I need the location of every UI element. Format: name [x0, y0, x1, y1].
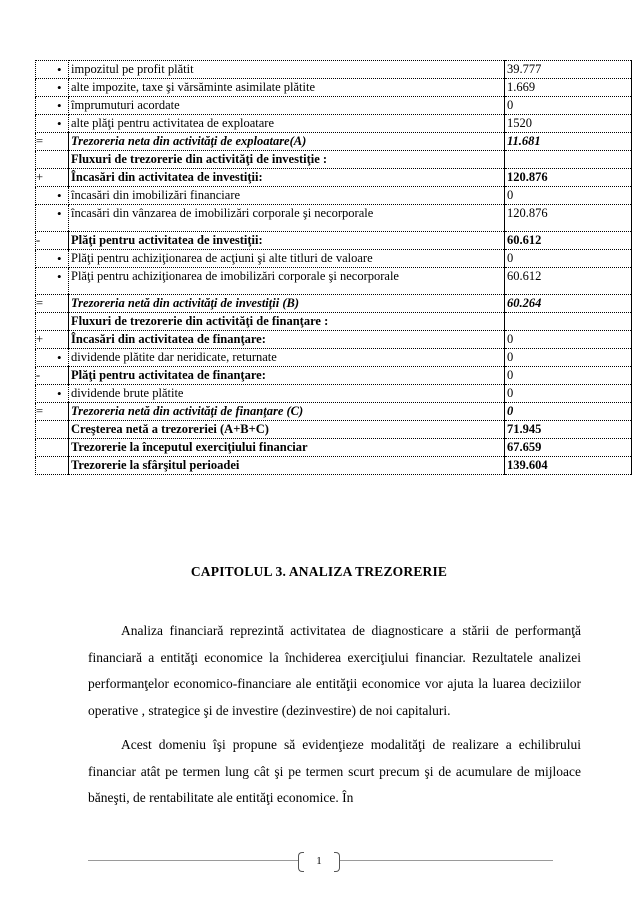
row-sign: - [36, 367, 69, 385]
row-sign [36, 250, 69, 268]
table-row [36, 133, 632, 151]
row-sign [36, 421, 69, 439]
row-label [69, 61, 505, 79]
row-sign [36, 349, 69, 367]
row-sign: + [36, 169, 69, 187]
table-row [36, 79, 632, 97]
row-label-text: • alte impozite, taxe şi vărsăminte asimilate plătite [71, 80, 315, 94]
row-value: 60.612 [505, 232, 632, 250]
table-row [36, 403, 632, 421]
table-row [36, 61, 632, 79]
table-row [36, 439, 632, 457]
row-sign [36, 457, 69, 475]
row-sign: = [36, 295, 69, 313]
table-row [36, 421, 632, 439]
row-sign [36, 268, 69, 295]
row-label [69, 250, 505, 268]
page-number: 1 [316, 855, 322, 867]
row-label: Trezoreria netă din activităţi de finanţare (C) [69, 403, 505, 421]
row-value: 0 [505, 97, 632, 115]
row-sign [36, 187, 69, 205]
row-label-text: • împrumuturi acordate [71, 98, 180, 112]
row-label-text: • Plăţi pentru achiziţionarea de acţiuni şi alte titluri de valoare [71, 251, 373, 265]
row-label [69, 97, 505, 115]
row-value: 0 [505, 250, 632, 268]
table-row [36, 349, 632, 367]
table-row [36, 313, 632, 331]
table-row [36, 331, 632, 349]
row-sign [36, 313, 69, 331]
row-label-text: • alte plăţi pentru activitatea de exploatare [71, 116, 274, 130]
row-sign: = [36, 133, 69, 151]
row-label-text: • încasări din vânzarea de imobilizări corporale şi necorporale [71, 206, 373, 220]
row-label: Fluxuri de trezorerie din activităţi de investiţie : [69, 151, 505, 169]
row-sign [36, 439, 69, 457]
row-label: Creşterea netă a trezoreriei (A+B+C) [69, 421, 505, 439]
table-row [36, 205, 632, 232]
row-label: Încasări din activitatea de investiţii: [69, 169, 505, 187]
row-sign [36, 205, 69, 232]
row-sign: + [36, 331, 69, 349]
row-value: 0 [505, 331, 632, 349]
row-label [69, 187, 505, 205]
table-row [36, 187, 632, 205]
row-label: Trezorerie la începutul exerciţiului financiar [69, 439, 505, 457]
row-value: 67.659 [505, 439, 632, 457]
table-row [36, 385, 632, 403]
row-label: Plăţi pentru activitatea de finanţare: [69, 367, 505, 385]
row-label: Trezoreria neta din activităţi de exploatare(A) [69, 133, 505, 151]
row-label-text: • impozitul pe profit plătit [71, 62, 194, 76]
row-value: 71.945 [505, 421, 632, 439]
row-sign [36, 385, 69, 403]
row-value: 0 [505, 187, 632, 205]
row-sign [36, 97, 69, 115]
body-text [88, 618, 581, 820]
table-row [36, 115, 632, 133]
table-row [36, 295, 632, 313]
row-value: 120.876 [505, 205, 632, 232]
paragraph: Analiza financiară reprezintă activitatea de diagnosticare a stării de performanţă financiară a entităţi economice la închiderea exerciţiului financiar. Rezultatele analizei performanţelor economico-financiare ale entităţii economice vor ajuta la luarea deciziilor operative , strategice şi de investire (dezinvestire) de noi capitaluri. [88, 623, 581, 718]
row-value: 139.604 [505, 457, 632, 475]
table-row [36, 232, 632, 250]
table-row [36, 268, 632, 295]
table-row [36, 97, 632, 115]
row-value: 39.777 [505, 61, 632, 79]
page-number-bracket [298, 852, 340, 870]
row-value [505, 313, 632, 331]
row-sign [36, 151, 69, 169]
row-value: 0 [505, 385, 632, 403]
row-label: Încasări din activitatea de finanţare: [69, 331, 505, 349]
cashflow-table [35, 60, 632, 475]
row-sign: = [36, 403, 69, 421]
row-sign [36, 115, 69, 133]
row-value: 60.264 [505, 295, 632, 313]
row-label-text: • Plăţi pentru achiziţionarea de imobilizări corporale şi necorporale [71, 269, 502, 284]
row-sign [36, 61, 69, 79]
row-value: 11.681 [505, 133, 632, 151]
row-value: 120.876 [505, 169, 632, 187]
table-row [36, 169, 632, 187]
table-row [36, 367, 632, 385]
row-value: 1.669 [505, 79, 632, 97]
row-label-text: • încasări din imobilizări financiare [71, 188, 240, 202]
row-label [69, 349, 505, 367]
row-value [505, 151, 632, 169]
row-label [69, 268, 505, 295]
row-value: 60.612 [505, 268, 632, 295]
row-label [69, 79, 505, 97]
row-sign [36, 79, 69, 97]
table-row [36, 457, 632, 475]
row-label-text: • dividende plătite dar neridicate, returnate [71, 350, 277, 364]
row-label: Trezorerie la sfârşitul perioadei [69, 457, 505, 475]
row-sign: - [36, 232, 69, 250]
row-value: 0 [505, 349, 632, 367]
row-label: Fluxuri de trezorerie din activităţi de finanţare : [69, 313, 505, 331]
row-label: Plăţi pentru activitatea de investiţii: [69, 232, 505, 250]
row-value: 1520 [505, 115, 632, 133]
table-row [36, 250, 632, 268]
chapter-title: CAPITOLUL 3. ANALIZA TREZORERIE [190, 564, 448, 579]
row-label [69, 205, 505, 232]
paragraph: Acest domeniu îşi propune să evidenţieze modalităţi de realizare a echilibrului financiar atât pe termen lung cât şi pe termen scurt precum şi de acumulare de mijloace băneşti, de rentabilitate ale entităţi economice. În [88, 737, 581, 805]
row-label-text: • dividende brute plătite [71, 386, 183, 400]
row-label: Trezoreria netă din activităţi de investiţii (B) [69, 295, 505, 313]
row-value: 0 [505, 367, 632, 385]
table-row [36, 151, 632, 169]
row-label [69, 115, 505, 133]
row-value: 0 [505, 403, 632, 421]
row-label [69, 385, 505, 403]
